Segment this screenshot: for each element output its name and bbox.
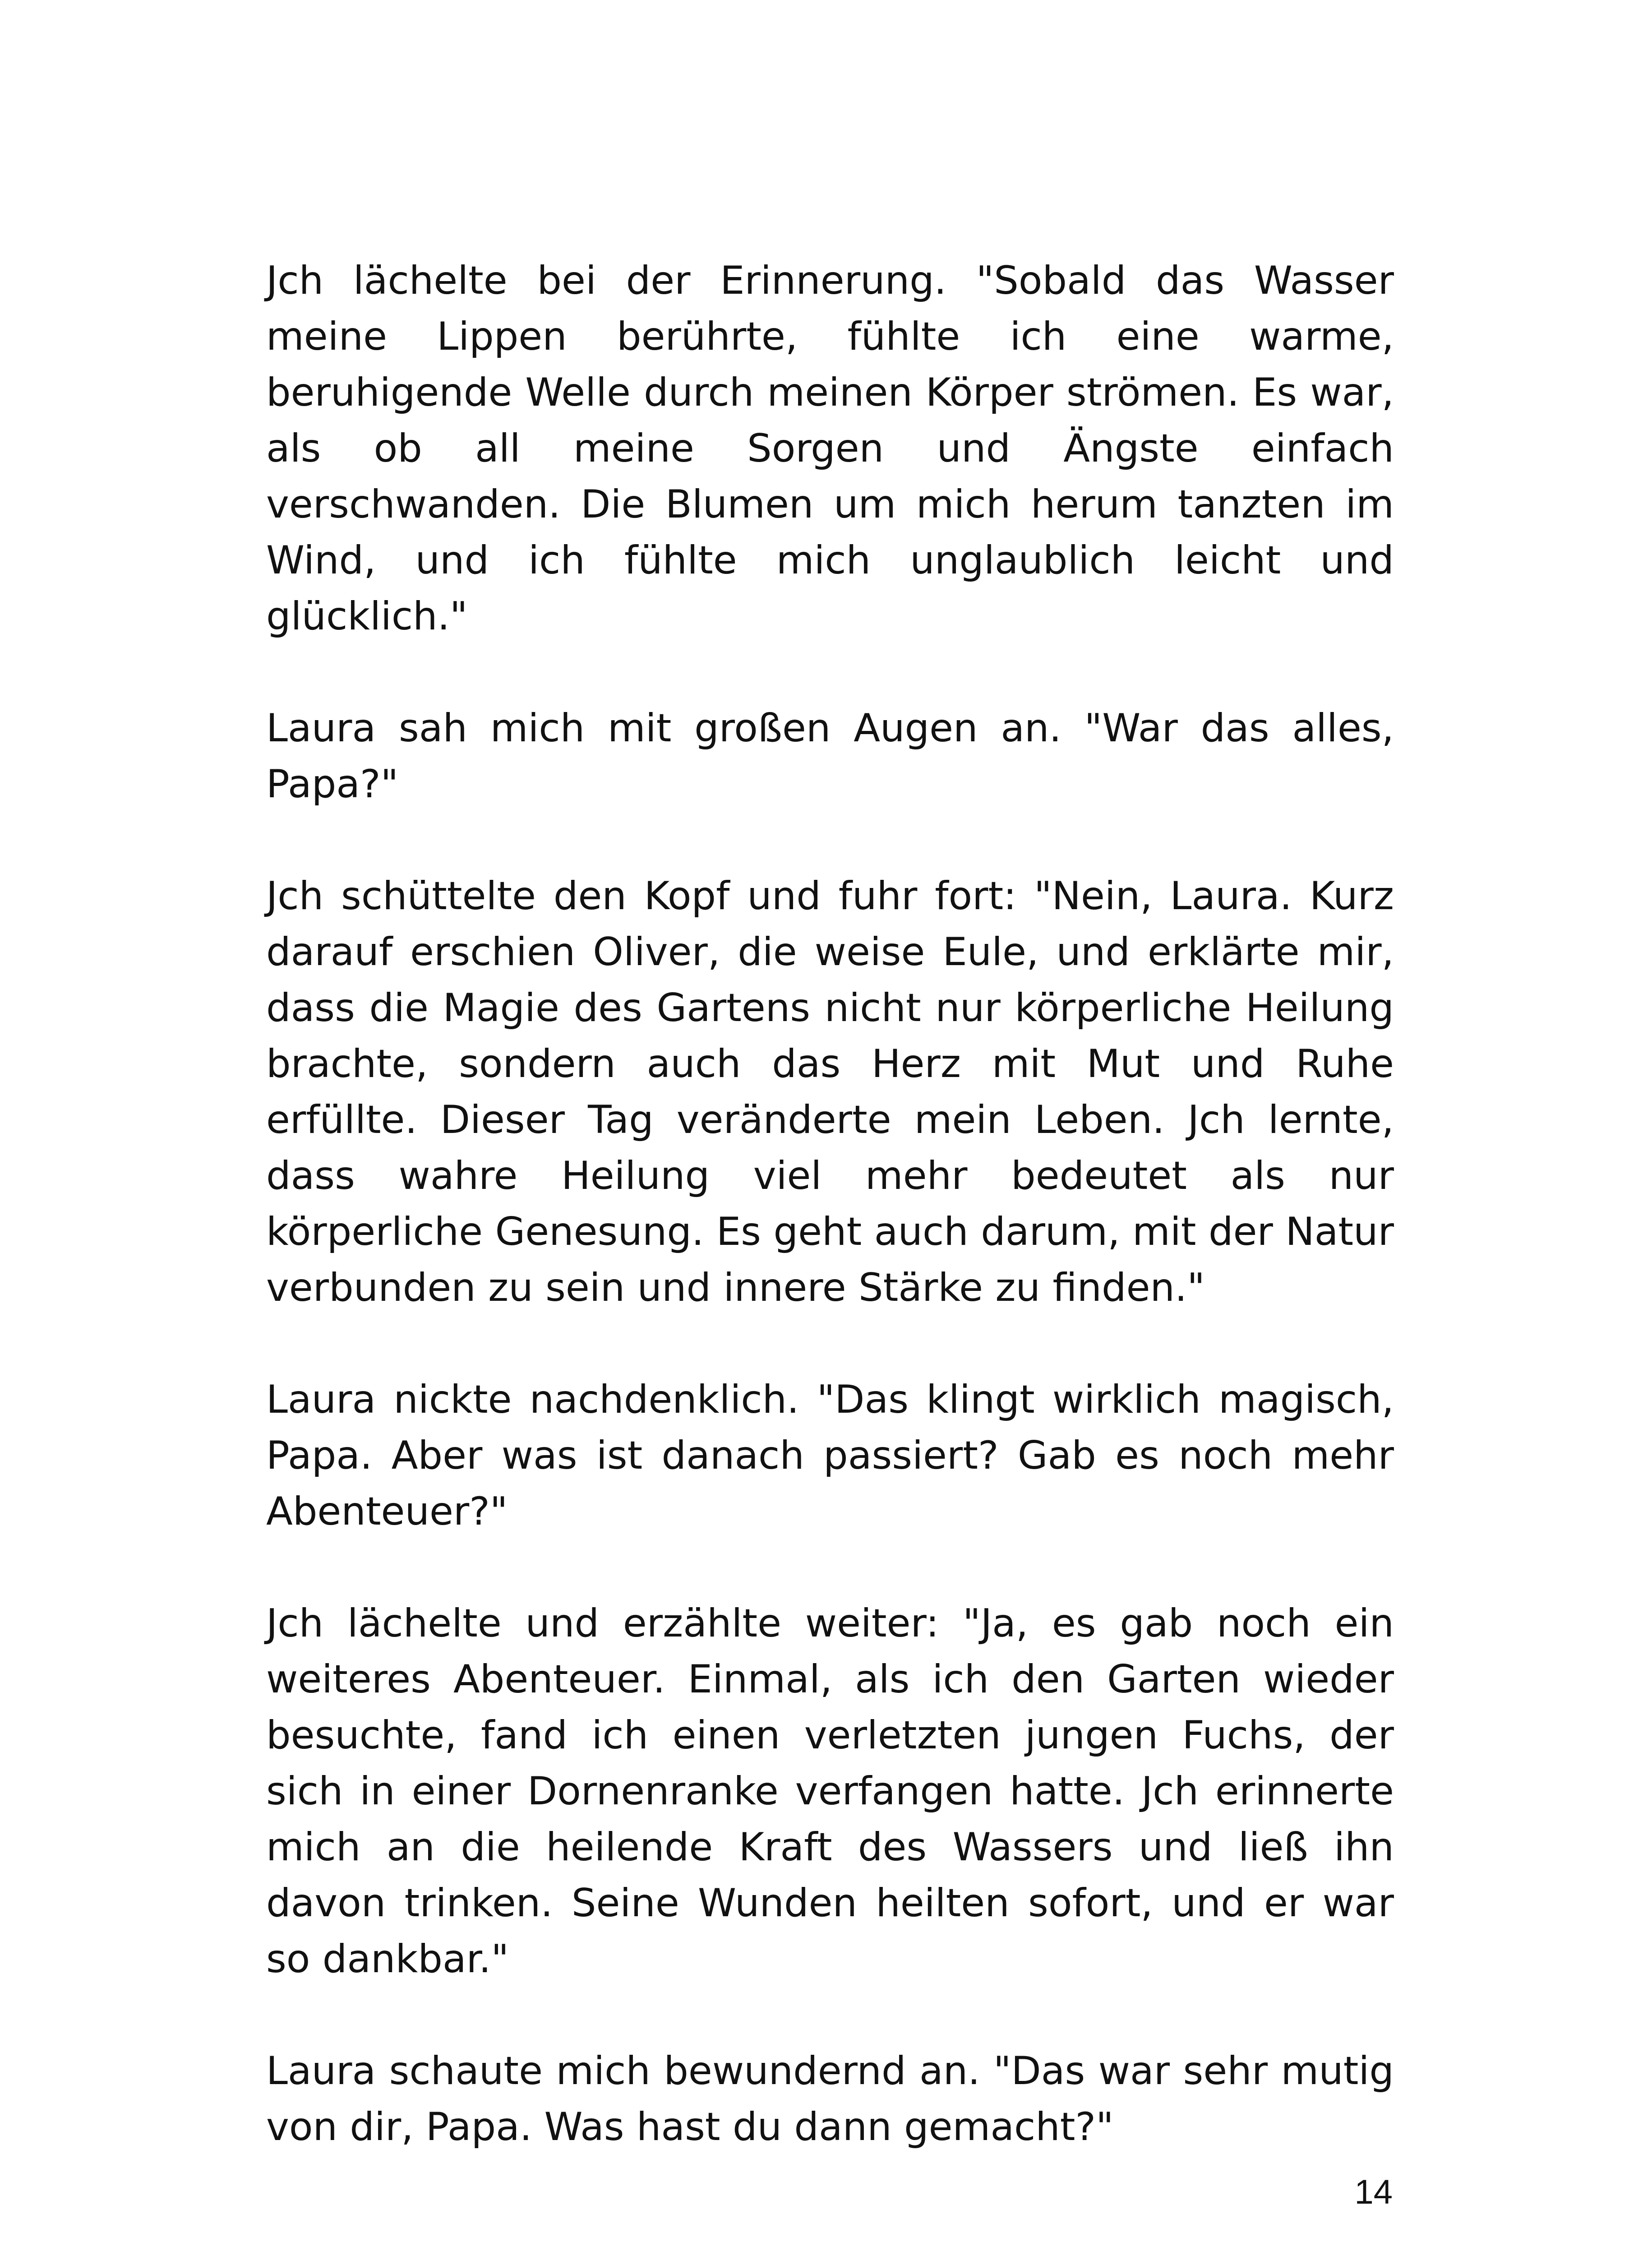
paragraph-2: Laura sah mich mit großen Augen an. "War das alles, Papa?"	[266, 706, 1394, 807]
story-text	[266, 253, 1394, 2211]
paragraph-3: Jch schüttelte den Kopf und fuhr fort: "Nein, Laura. Kurz darauf erschien Oliver, die weise Eule, und erklärte mir, dass die Magie des Gartens nicht nur körperliche Heilung brachte, sondern auch das Herz mit Mut und Ruhe erfüllte. Dieser Tag veränderte mein Leben. Jch lernte, dass wahre Heilung viel mehr bedeutet als nur körperliche Genesung. Es geht auch darum, mit der Natur verbunden zu sein und innere Stärke zu finden."	[266, 874, 1394, 1310]
paragraph-6: Laura schaute mich bewundernd an. "Das war sehr mutig von dir, Papa. Was hast du dann gemacht?"	[266, 2048, 1394, 2150]
paragraph-1: Jch lächelte bei der Erinnerung. "Sobald das Wasser meine Lippen berührte, fühlte ich eine warme, beruhigende Welle durch meinen Körper strömen. Es war, als ob all meine Sorgen und Ängste einfach verschwanden. Die Blumen um mich herum tanzten im Wind, und ich fühlte mich unglaublich leicht und glücklich."	[266, 258, 1394, 639]
page-number: 14	[1354, 2173, 1393, 2211]
paragraph-5: Jch lächelte und erzählte weiter: "Ja, es gab noch ein weiteres Abenteuer. Einmal, als ich den Garten wieder besuchte, fand ich einen verletzten jungen Fuchs, der sich in einer Dornenranke verfangen hatte. Jch erinnerte mich an die heilende Kraft des Wassers und ließ ihn davon trinken. Seine Wunden heilten sofort, und er war so dankbar."	[266, 1601, 1394, 1982]
paragraph-4: Laura nickte nachdenklich. "Das klingt wirklich magisch, Papa. Aber was ist danach passiert? Gab es noch mehr Abenteuer?"	[266, 1377, 1394, 1534]
